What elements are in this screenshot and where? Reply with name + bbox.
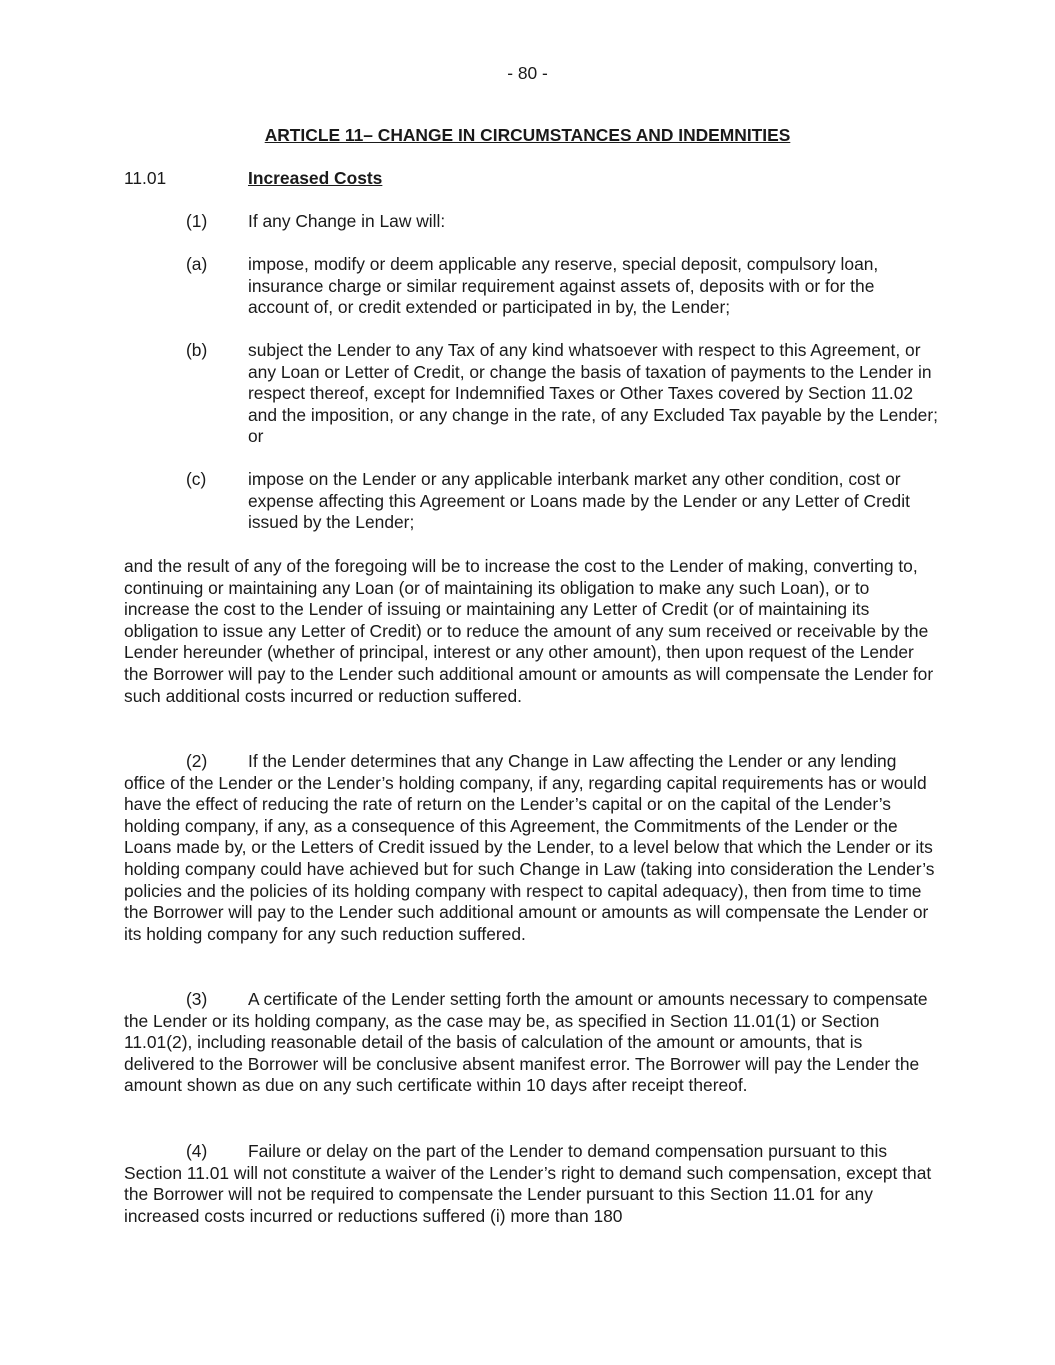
subclause-text: impose on the Lender or any applicable interbank market any other condition, cost or expense affecting this Agreement or Loans made by the Lender or any Letter of Credit issued by the Lender; [248,469,910,533]
clause-label: (4) [186,1141,208,1161]
clause-text: Failure or delay on the part of the Lender to demand compensation pursuant to this Section 11.01 will not constitute a waiver of the Lender’s right to demand such compensation, except that the Borrower will not be required to compensate the Lender pursuant to this Section 11.01 for any increased costs incurred or reductions suffered (i) more than 180 [124,1141,932,1226]
section-title: Increased Costs [248,168,383,188]
subclause-text: impose, modify or deem applicable any reserve, special deposit, compulsory loan, insurance charge or similar requirement against assets of, deposits with or for the account of, or credit extended or participated in by, the Lender; [248,254,879,318]
clause-text: A certificate of the Lender setting forth the amount or amounts necessary to compensate the Lender or its holding company, as the case may be, as specified in Section 11.01(1) or Section 11.01(2), including reasonable detail of the basis of calculation of the amount or amounts, that is delivered to the Borrower will be conclusive absent manifest error. The Borrower will pay the Lender the amount shown as due on any such certificate within 10 days after receipt thereof. [124,989,928,1096]
article-heading: ARTICLE 11– CHANGE IN CIRCUMSTANCES AND INDEMNITIES [264,125,791,145]
subclause-label: (a) [186,254,208,274]
clause-text: If any Change in Law will: [248,211,446,231]
page-number: - 80 - [507,63,548,83]
subclause-a [186,254,936,319]
clause-text: If the Lender determines that any Change in Law affecting the Lender or any lending office of the Lender or the Lender’s holding company, if any, regarding capital requirements has or would have the effect of reducing the rate of return on the Lender’s capital or on the capital of the Lender’s holding company, if any, as a consequence of this Agreement, the Commitments of the Lender or the Loans made by, or the Letters of Credit issued by the Lender, to a level below that which the Lender or its holding company could have achieved but for such Change in Law (taking into consideration the Lender’s policies and the policies of its holding company with respect to capital adequacy), then from time to time the Borrower will pay to the Lender such additional amount or amounts as will compensate the Lender or its holding company for any such reduction suffered. [124,751,935,944]
clause-1-intro [186,211,936,233]
clause-2-paragraph [124,751,936,945]
clause-label: (3) [186,989,208,1009]
result-paragraph: and the result of any of the foregoing will be to increase the cost to the Lender of making, converting to, continuing or maintaining any Loan (or of maintaining its obligation to make any such Loan), or to increase the cost to the Lender of issuing or maintaining any Letter of Credit (or of maintaining its obligation to issue any Letter of Credit) or to reduce the amount of any sum received or receivable by the Lender hereunder (whether of principal, interest or any other amount), then upon request of the Lender the Borrower will pay to the Lender such additional amount or amounts as will compensate the Lender for such additional costs incurred or reduction suffered. [124,556,934,706]
subclause-c [186,469,936,534]
clause-label: (1) [186,211,208,231]
section-number: 11.01 [124,168,167,188]
clause-label: (2) [186,751,208,771]
subclause-text: subject the Lender to any Tax of any kind whatsoever with respect to this Agreement, or any Loan or Letter of Credit, or change the basis of taxation of payments to the Lender in respect thereof, except for Indemnified Taxes or Other Taxes covered by Section 11.02 and the imposition, or any change in the rate, of any Excluded Tax payable by the Lender; or [248,340,938,447]
clause-4-paragraph [124,1141,936,1227]
subclause-label: (b) [186,340,208,360]
subclause-label: (c) [186,469,207,489]
subclause-b [186,340,936,448]
clause-3-paragraph [124,989,936,1097]
